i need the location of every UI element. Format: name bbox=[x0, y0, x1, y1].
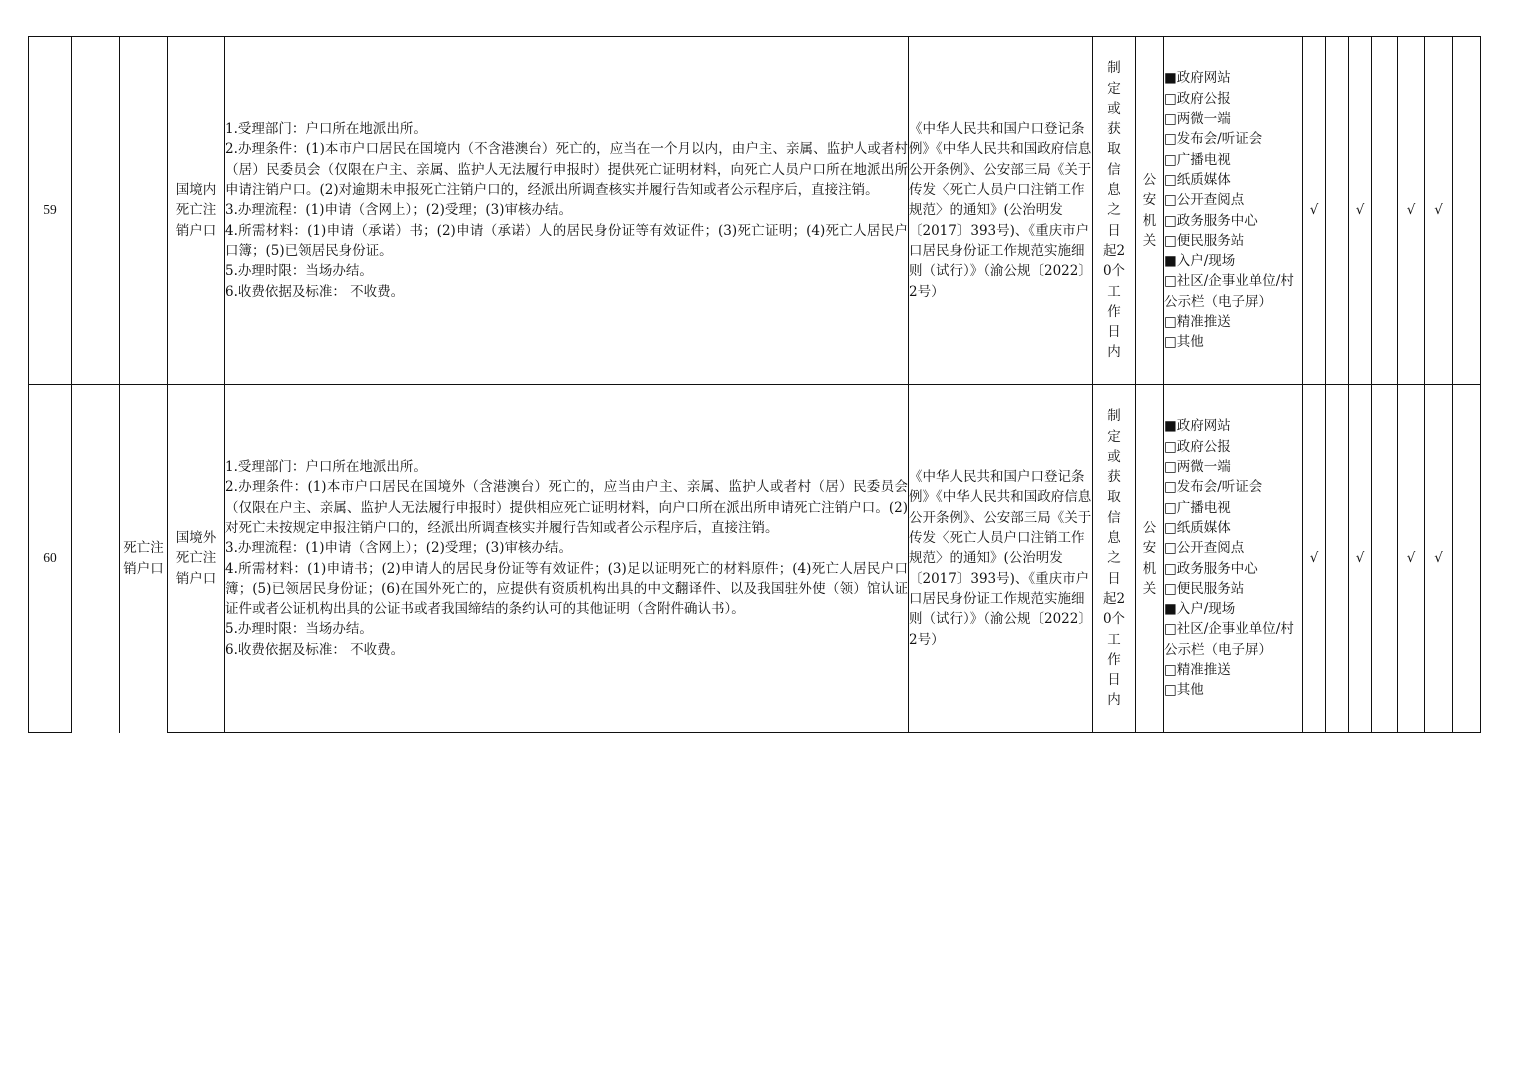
category-cell: 死亡注销户口 bbox=[120, 385, 168, 733]
channel-item: □广播电视 bbox=[1164, 151, 1231, 168]
check-mark: √ bbox=[1398, 385, 1425, 733]
row-number: 60 bbox=[29, 385, 72, 733]
channel-item: □发布会/听证会 bbox=[1164, 479, 1263, 496]
check-mark: √ bbox=[1398, 37, 1425, 385]
channel-item: ■入户/现场 bbox=[1164, 601, 1236, 618]
content-line: 2.办理条件：(1)本市户口居民在国境外（含港澳台）死亡的，应当由户主、亲属、监护人或者村（居）民委员会（仅限在户主、亲属、监护人无法履行申报时）提供相应死亡证明材料，向户口所在派出所申请死亡注销户口。(2)对死亡未按规定申报注销户口的，经派出所调查核实并履行告知或者公示程序后，直接注销。 bbox=[225, 479, 908, 536]
check-mark bbox=[1372, 385, 1398, 733]
check-mark bbox=[1326, 37, 1349, 385]
content-line: 4.所需材料：(1)申请（承诺）书；(2)申请（承诺）人的居民身份证等有效证件；(3)死亡证明；(4)死亡人居民户口簿；(5)已领居民身份证。 bbox=[225, 222, 908, 259]
subject-cell: 国境内死亡注销户口 bbox=[168, 37, 225, 385]
channel-item: □公开查阅点 bbox=[1164, 540, 1245, 557]
content-line: 2.办理条件：(1)本市户口居民在国境内（不含港澳台）死亡的，应当在一个月以内，由户主、亲属、监护人或者村（居）民委员会（仅限在户主、亲属、监护人无法履行申报时）提供死亡证明材料，向死亡人员户口所在地派出所申请注销户口。(2)对逾期未申报死亡注销户口的，经派出所调查核实并履行告知或者公示程序后，直接注销。 bbox=[225, 141, 908, 199]
channel-item: □其他 bbox=[1164, 682, 1204, 699]
channel-item: □社区/企事业单位/村公示栏（电子屏） bbox=[1164, 273, 1294, 310]
channel-item: □便民服务站 bbox=[1164, 232, 1245, 249]
channel-item: □广播电视 bbox=[1164, 499, 1231, 516]
disclosure-table bbox=[28, 36, 1481, 733]
check-mark: √ bbox=[1303, 37, 1326, 385]
content-line: 4.所需材料：(1)申请书；(2)申请人的居民身份证等有效证件；(3)足以证明死亡的材料原件；(4)死亡人居民户口簿；(5)已领居民身份证；(6)在国外死亡的，应提供有资质机构出具的中文翻译件、以及我国驻外使（领）馆认证证件或者公证机构出具的公证书或者我国缔结的条约认可的其他证明（含附件确认书）。 bbox=[225, 560, 908, 618]
agency-cell: 公安机关 bbox=[1136, 37, 1164, 385]
channel-item: □便民服务站 bbox=[1164, 580, 1245, 597]
content-line: 5.办理时限：当场办结。 bbox=[225, 621, 373, 638]
basis-cell: 《中华人民共和国户口登记条例》《中华人民共和国政府信息公开条例》、公安部三局《关于传发〈死亡人员户口注销工作规范〉的通知》(公治明发〔2017〕393号)、《重庆市户口居民身份证工作规范实施细则（试行）》（渝公规〔2022〕2号） bbox=[909, 37, 1093, 385]
channel-item: □政务服务中心 bbox=[1164, 212, 1258, 229]
content-line: 5.办理时限：当场办结。 bbox=[225, 263, 373, 280]
channel-item: □发布会/听证会 bbox=[1164, 131, 1263, 148]
channel-item: □社区/企事业单位/村公示栏（电子屏） bbox=[1164, 621, 1294, 658]
channel-item: ■入户/现场 bbox=[1164, 253, 1236, 270]
channels-cell bbox=[1164, 37, 1303, 385]
channel-item: □精准推送 bbox=[1164, 661, 1231, 678]
check-mark: √ bbox=[1303, 385, 1326, 733]
channel-item: □公开查阅点 bbox=[1164, 192, 1245, 209]
content-line: 3.办理流程：(1)申请（含网上）；(2)受理；(3)审核办结。 bbox=[225, 540, 572, 557]
content-cell bbox=[225, 385, 909, 733]
blank-cell bbox=[72, 37, 120, 385]
check-mark bbox=[1453, 385, 1481, 733]
channel-item: □纸质媒体 bbox=[1164, 519, 1231, 536]
check-mark bbox=[1372, 37, 1398, 385]
content-line: 6.收费依据及标准： 不收费。 bbox=[225, 283, 405, 300]
check-mark: √ bbox=[1425, 37, 1453, 385]
check-mark: √ bbox=[1349, 385, 1372, 733]
channel-item: □政府公报 bbox=[1164, 90, 1231, 107]
row-number: 59 bbox=[29, 37, 72, 385]
channels-cell bbox=[1164, 385, 1303, 733]
channel-item: □纸质媒体 bbox=[1164, 171, 1231, 188]
content-line: 1.受理部门：户口所在地派出所。 bbox=[225, 121, 427, 138]
channel-item: □政府公报 bbox=[1164, 438, 1231, 455]
table-row bbox=[29, 385, 1481, 733]
content-line: 6.收费依据及标准： 不收费。 bbox=[225, 641, 405, 658]
channel-item: ■政府网站 bbox=[1164, 70, 1231, 87]
channel-item: □其他 bbox=[1164, 334, 1204, 351]
content-cell bbox=[225, 37, 909, 385]
content-line: 3.办理流程：(1)申请（含网上）；(2)受理；(3)审核办结。 bbox=[225, 202, 572, 219]
check-mark: √ bbox=[1349, 37, 1372, 385]
time-limit-cell: 制定或获取信息之日起20个工作日内 bbox=[1093, 37, 1136, 385]
subject-cell: 国境外死亡注销户口 bbox=[168, 385, 225, 733]
channel-item: □政务服务中心 bbox=[1164, 560, 1258, 577]
channel-item: □精准推送 bbox=[1164, 313, 1231, 330]
content-line: 1.受理部门：户口所在地派出所。 bbox=[225, 459, 427, 476]
agency-cell: 公安机关 bbox=[1136, 385, 1164, 733]
channel-item: □两微一端 bbox=[1164, 111, 1231, 128]
category-cell bbox=[120, 37, 168, 385]
check-mark: √ bbox=[1425, 385, 1453, 733]
channel-item: □两微一端 bbox=[1164, 459, 1231, 476]
check-mark bbox=[1453, 37, 1481, 385]
blank-cell bbox=[72, 385, 120, 733]
basis-cell: 《中华人民共和国户口登记条例》《中华人民共和国政府信息公开条例》、公安部三局《关于传发〈死亡人员户口注销工作规范〉的通知》(公治明发〔2017〕393号)、《重庆市户口居民身份证工作规范实施细则（试行）》（渝公规〔2022〕2号） bbox=[909, 385, 1093, 733]
check-mark bbox=[1326, 385, 1349, 733]
channel-item: ■政府网站 bbox=[1164, 418, 1231, 435]
table-row bbox=[29, 37, 1481, 385]
time-limit-cell: 制定或获取信息之日起20个工作日内 bbox=[1093, 385, 1136, 733]
